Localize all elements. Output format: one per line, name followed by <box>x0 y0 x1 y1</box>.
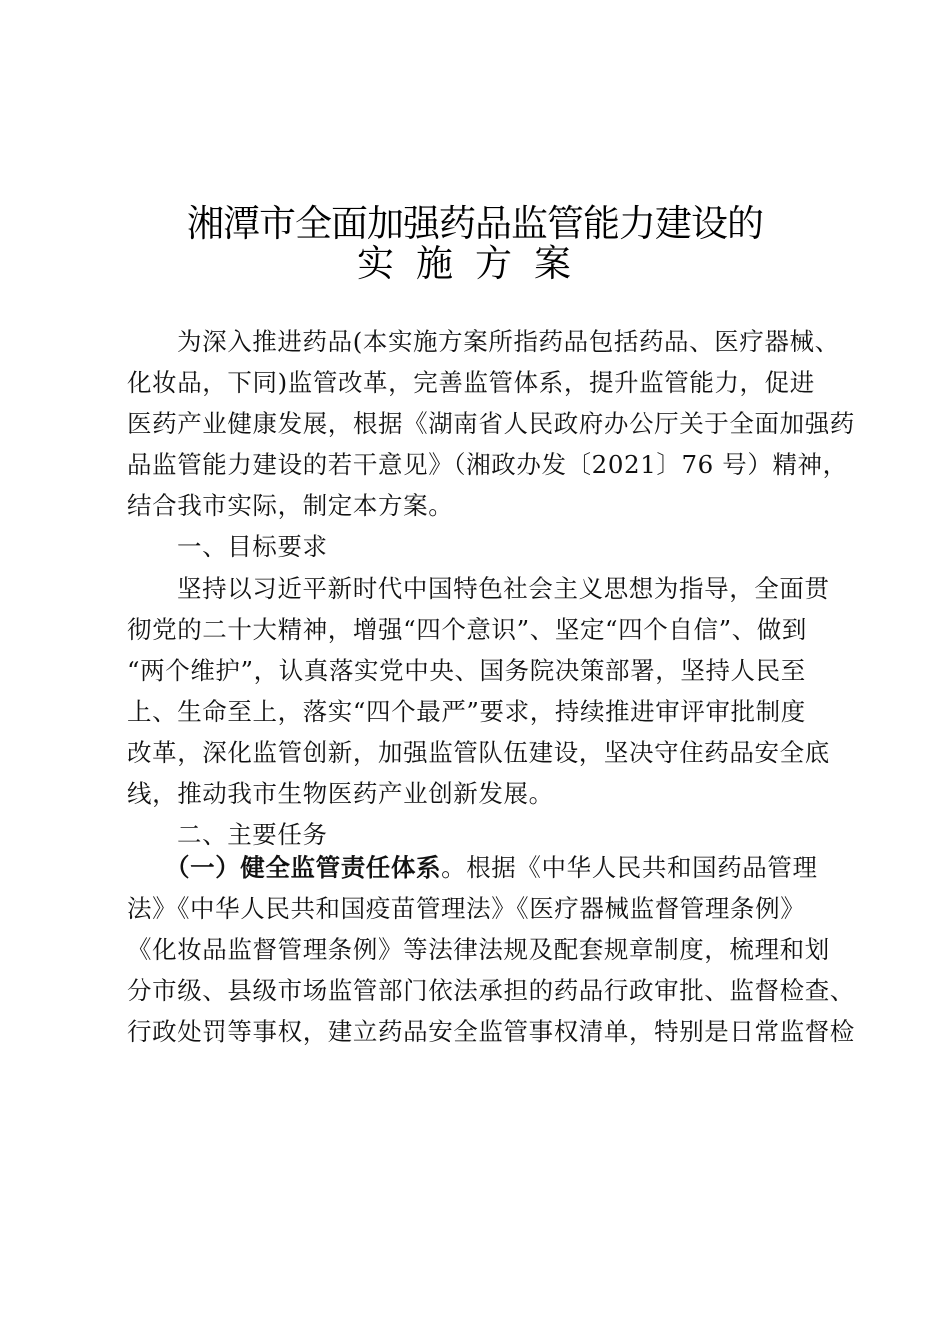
task1-paragraph-line: 《化妆品监督管理条例》等法律法规及配套规章制度，梳理和划 <box>127 935 830 964</box>
section1-paragraph-line: 改革，深化监管创新，加强监管队伍建设，坚决守住药品安全底 <box>127 738 830 767</box>
intro-paragraph-line: 化妆品，下同)监管改革，完善监管体系，提升监管能力，促进 <box>127 368 815 397</box>
task1-first-line <box>165 854 885 882</box>
task1-paragraph-line: 行政处罚等事权，建立药品安全监管事权清单，特别是日常监督检 <box>127 1017 855 1046</box>
task1-lead: （一）健全监管责任体系 <box>165 853 442 882</box>
intro-paragraph-line: 品监管能力建设的若干意见》（湘政办发〔2021〕76 号）精神， <box>127 450 848 479</box>
document-title-line1: 湘潭市全面加强药品监管能力建设的 <box>187 202 763 245</box>
section2-heading: 二、主要任务 <box>177 820 328 849</box>
section1-heading: 一、目标要求 <box>177 532 328 561</box>
task1-first-line-rest: 。根据《中华人民共和国药品管理 <box>441 853 818 882</box>
section1-paragraph-line: 线，推动我市生物医药产业创新发展。 <box>127 779 554 808</box>
section1-paragraph-line: “两个维护”，认真落实党中央、国务院决策部署，坚持人民至 <box>127 656 806 685</box>
section1-paragraph-line: 上、生命至上，落实“四个最严”要求，持续推进审评审批制度 <box>127 697 806 726</box>
task1-paragraph-line: 法》《中华人民共和国疫苗管理法》《医疗器械监督管理条例》 <box>127 894 806 923</box>
task1-paragraph-line: 分市级、县级市场监管部门依法承担的药品行政审批、监督检查、 <box>127 976 855 1005</box>
document-title-line2: 实施方案 <box>357 242 593 285</box>
intro-paragraph-line: 为深入推进药品(本实施方案所指药品包括药品、医疗器械、 <box>177 327 840 356</box>
intro-paragraph-line: 医药产业健康发展，根据《湖南省人民政府办公厅关于全面加强药 <box>127 409 855 438</box>
intro-paragraph-line: 结合我市实际，制定本方案。 <box>127 491 454 520</box>
section1-paragraph-line: 彻党的二十大精神，增强“四个意识”、坚定“四个自信”、做到 <box>127 615 807 644</box>
section1-paragraph-line: 坚持以习近平新时代中国特色社会主义思想为指导，全面贯 <box>177 574 830 603</box>
